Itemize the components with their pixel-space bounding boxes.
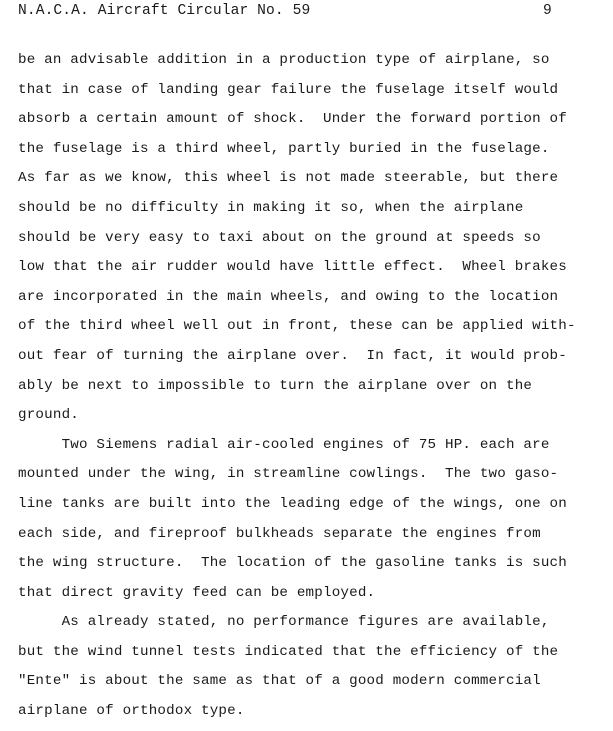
text-line: airplane of orthodox type.	[18, 703, 245, 720]
body-text	[18, 50, 608, 731]
text-line: "Ente" is about the same as that of a good modern commercial	[18, 673, 541, 690]
text-line: be an advisable addition in a production type of airplane, so	[18, 52, 550, 68]
text-line: each side, and fireproof bulkheads separate the engines from	[18, 525, 541, 542]
text-line: should be very easy to taxi about on the ground at speeds so	[18, 229, 541, 246]
text-line: out fear of turning the airplane over. In fact, it would prob-	[18, 347, 567, 364]
text-line: As already stated, no performance figures are available,	[18, 614, 550, 631]
text-line: Two Siemens radial air-cooled engines of 75 HP. each are	[18, 436, 550, 453]
paragraph-performance	[18, 612, 608, 730]
text-line: the fuselage is a third wheel, partly buried in the fuselage.	[18, 140, 550, 157]
text-line: low that the air rudder would have little effect. Wheel brakes	[18, 259, 567, 276]
text-line: mounted under the wing, in streamline cowlings. The two gaso-	[18, 466, 559, 483]
running-header: N.A.C.A. Aircraft Circular No. 59	[18, 3, 311, 19]
text-line: that in case of landing gear failure the fuselage itself would	[18, 81, 559, 98]
text-line: that direct gravity feed can be employed.	[18, 584, 376, 601]
paragraph-engines	[18, 435, 608, 613]
text-line: ground.	[18, 407, 79, 424]
text-line: should be no difficulty in making it so, when the airplane	[18, 199, 524, 216]
text-line: line tanks are built into the leading edge of the wings, one on	[18, 495, 567, 512]
text-line: but the wind tunnel tests indicated that the efficiency of the	[18, 643, 559, 660]
text-line: As far as we know, this wheel is not made steerable, but there	[18, 170, 559, 187]
text-line: of the third wheel well out in front, these can be applied with-	[18, 318, 576, 335]
paragraph-landing-gear	[18, 50, 608, 435]
text-line: ably be next to impossible to turn the airplane over on the	[18, 377, 533, 394]
text-line: the wing structure. The location of the gasoline tanks is such	[18, 555, 567, 572]
text-line: absorb a certain amount of shock. Under the forward portion of	[18, 111, 567, 128]
text-line: are incorporated in the main wheels, and owing to the location	[18, 288, 559, 305]
page-number: 9	[543, 3, 552, 19]
